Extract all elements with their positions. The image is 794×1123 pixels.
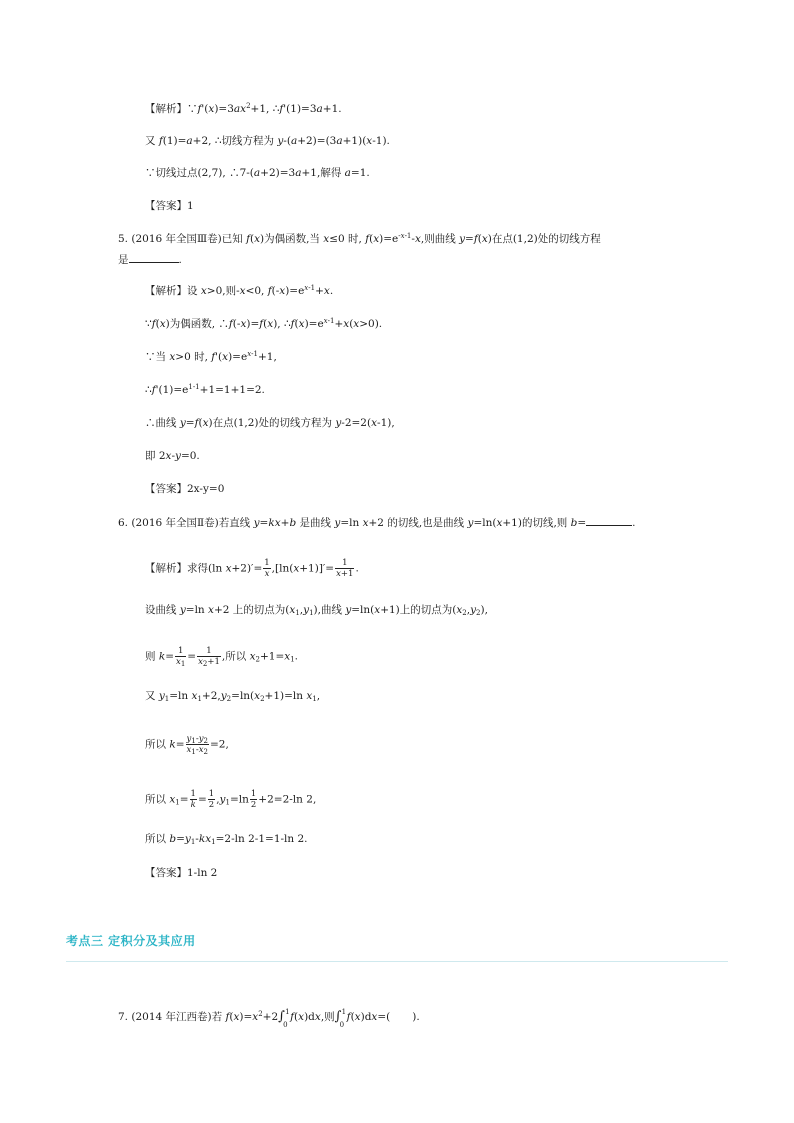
analysis-tag: 【解析】: [145, 103, 187, 115]
answer-value: 2x-y=0: [187, 483, 225, 495]
section-title: 考点三 定积分及其应用: [66, 934, 196, 948]
analysis-line: 则 k= $\frac{1}{x_1}$ = $\frac{1}{x_2+1}$ ,所以 $x_2+1=x_1$.: [145, 646, 298, 668]
analysis-tag: 【解析】: [145, 285, 187, 297]
fraction: $\frac{1}{2}$: [250, 789, 257, 810]
analysis-line: 又 $y_1=\ln$ $x_1+2,y_2=\ln(x_2+1)=\ln$ $x_1$,: [145, 690, 321, 703]
question-source: 5. (2016 年全国Ⅲ卷): [118, 233, 222, 245]
analysis-line: ∵当 x>0 时, $f'(x)=e^{x-1}+1$,: [145, 350, 277, 363]
integral-sign: ∫ 1 0: [278, 1008, 290, 1029]
answer-value: 1-ln 2: [187, 867, 218, 879]
answer-line: [145, 199, 194, 213]
analysis-line: 即 2x-y=0.: [145, 450, 200, 462]
answer-line: [145, 866, 217, 880]
answer-blank: [586, 515, 632, 526]
analysis-line: 所以 $x_1=$ $\frac{1}{k}$ = $\frac{1}{2}$ $,y_1=\ln$ $\frac{1}{2}$ +2=2-ln 2,: [145, 789, 317, 810]
analysis-line: ∵f(x)为偶函数, ∴f(-x)=f(x), $\therefore f(x)=e^{x-1}+x(x>0)$.: [145, 317, 383, 330]
section-divider: [66, 961, 728, 962]
fraction: $\frac{1}{x+1}$: [336, 558, 354, 579]
fraction: $\frac{1}{x_1}$: [176, 646, 186, 668]
question-source: 6. (2016 年全国Ⅱ卷): [118, 517, 219, 529]
fraction: $\frac{1}{x}$: [264, 558, 270, 579]
analysis-line: 【解析】$\because f'(x)=3ax^2+1$, ∴f'(1)=3a+1.: [145, 102, 342, 115]
analysis-line: 所以 $b=y_1-kx_1=2-\ln$ 2-1=1-ln 2.: [145, 833, 308, 846]
analysis-line: $\therefore f'(1)=e^{1-1}+1=1+1=2$.: [145, 383, 265, 396]
answer-tag: 【答案】: [145, 483, 187, 495]
question-5: 5. (2016 年全国Ⅲ卷)已知 f(x)为偶函数,当 x≤0 时, $f(x)=e^{-x-1}-x$,则曲线 y=f(x)在点(1,2)处的切线方程: [118, 232, 601, 245]
fraction: $\frac{y_1-y_2}{x_1-x_2}$: [186, 734, 208, 756]
answer-tag: 【答案】: [145, 200, 187, 212]
integral-sign: ∫ 1 0: [334, 1008, 347, 1029]
analysis-line: ∵切线过点(2,7), ∴7-(a+2)=3a+1,解得 a=1.: [145, 167, 370, 179]
fraction: $\frac{1}{k}$: [190, 789, 196, 810]
question-6: 6. (2016 年全国Ⅱ卷)若直线 y=kx+b 是曲线 y=ln x+2 的切线,也是曲线 y=ln(x+1)的切线,则 b= .: [118, 517, 636, 529]
analysis-line: 设曲线 y=ln x+2 上的切点为$(x_1,y_1)$,曲线 y=ln(x+1)上的切点为$(x_2,y_2)$,: [145, 604, 488, 617]
question-5-cont: 是 .: [118, 254, 182, 266]
answer-blank: [129, 252, 179, 263]
answer-blank: [390, 1010, 412, 1020]
answer-line: [145, 482, 224, 496]
fraction: $\frac{1}{2}$: [208, 789, 215, 810]
answer-tag: 【答案】: [145, 867, 187, 879]
analysis-tag: 【解析】: [145, 562, 187, 575]
question-source: 7. (2014 年江西卷): [118, 1011, 212, 1023]
analysis-line: 所以 k= $\frac{y_1-y_2}{x_1-x_2}$ =2,: [145, 734, 229, 756]
analysis-line: 【解析】求得(ln x+2)′= $\frac{1}{x}$ ,[ln(x+1)]′= $\frac{1}{x+1}$ .: [145, 558, 359, 579]
analysis-line: ∴曲线 y=f(x)在点(1,2)处的切线方程为 y-2=2(x-1),: [145, 417, 395, 429]
question-7: 7. (2014 年江西卷)若 $f(x)=x^2+2\int$ 1 0 f(x)dx,则∫ 1 0 f(x)dx=( ).: [118, 1008, 420, 1029]
analysis-line: 【解析】设 x>0,则-x<0, $f(-x)=e^{x-1}+x$.: [145, 284, 334, 297]
fraction: $\frac{1}{x_2+1}$: [198, 646, 220, 668]
answer-value: 1: [187, 200, 194, 212]
analysis-line: 又 f(1)=a+2, ∴切线方程为 y-(a+2)=(3a+1)(x-1).: [145, 135, 390, 147]
